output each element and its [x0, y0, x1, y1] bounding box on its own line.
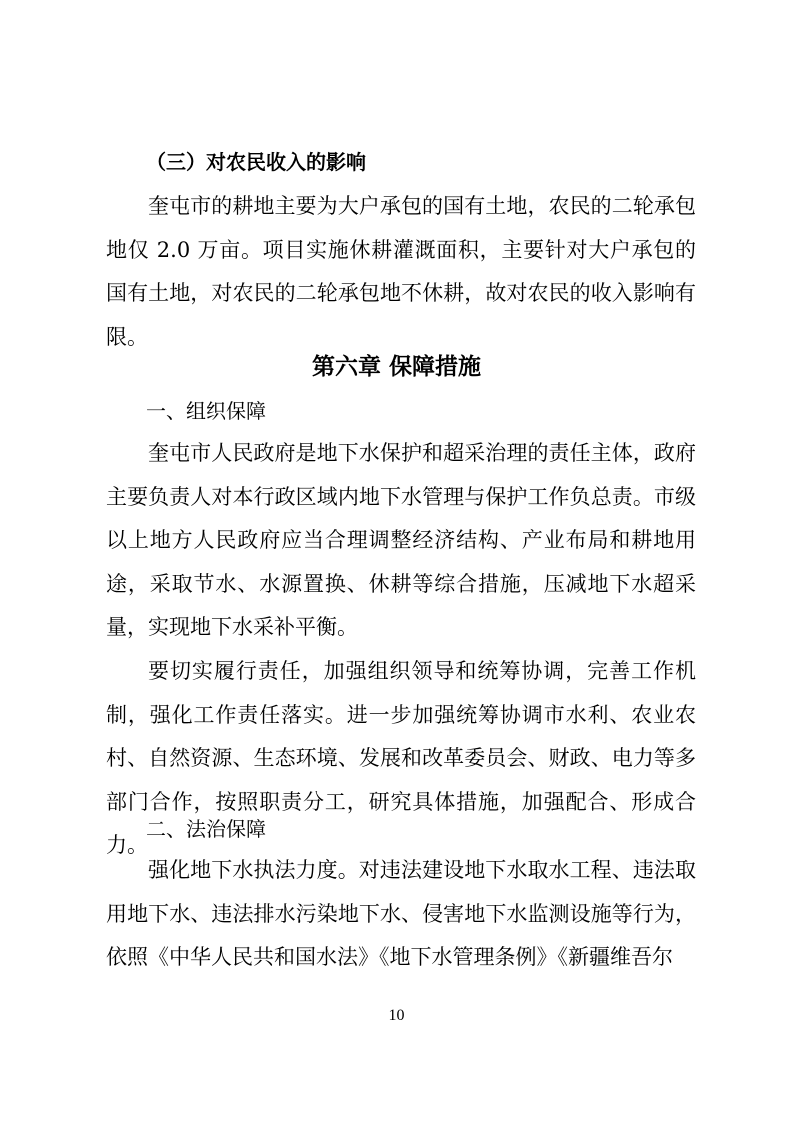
chapter-title: 第六章 保障措施	[311, 354, 481, 380]
section-heading-legal: 二、法治保障	[146, 817, 266, 841]
paragraph-legal: 强化地下水执法力度。对违法建设地下水取水工程、违法取用地下水、违法排水污染地下水、侵害地下水监测设施等行为，依照《中华人民共和国水法》《地下水管理条例》《新疆维吾尔	[106, 858, 696, 969]
paragraph-organization-1: 奎屯市人民政府是地下水保护和超采治理的责任主体，政府主要负责人对本行政区域内地下水管理与保护工作负总责。市级以上地方人民政府应当合理调整经济结构、产业布局和耕地用途，采取节水、水源置换、休耕等综合措施，压减地下水超采量，实现地下水采补平衡。	[106, 441, 696, 639]
section-heading-organization: 一、组织保障	[146, 399, 266, 423]
page-number: 10	[388, 1007, 405, 1024]
subsection-heading-farmer-income: （三）对农民收入的影响	[146, 150, 366, 174]
paragraph-farmer-income: 奎屯市的耕地主要为大户承包的国有土地，农民的二轮承包地仅 2.0 万亩。项目实施休耕灌溉面积，主要针对大户承包的国有土地，对农民的二轮承包地不休耕，故对农民的收入影响有限。	[106, 194, 696, 349]
paragraph-organization-2: 要切实履行责任，加强组织领导和统筹协调，完善工作机制，强化工作责任落实。进一步加强统筹协调市水利、农业农村、自然资源、生态环境、发展和改革委员会、财政、电力等多部门合作，按照职责分工，研究具体措施，加强配合、形成合力。	[106, 659, 696, 857]
